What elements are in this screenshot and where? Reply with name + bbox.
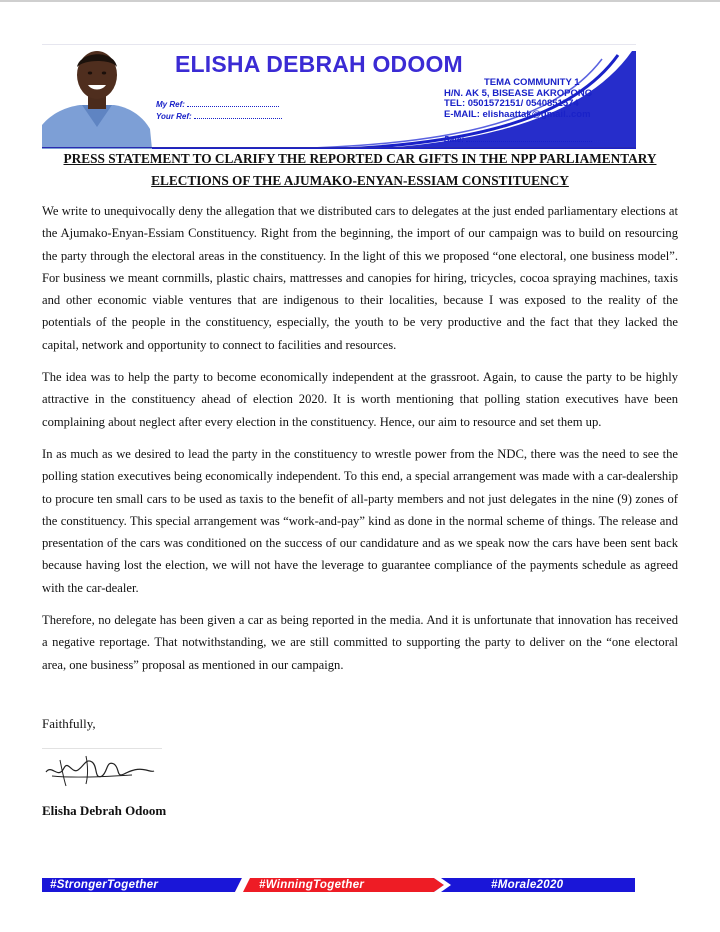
footer-tag-morale-2020: #Morale2020 xyxy=(491,879,564,891)
footer-tag-winning-together: #WinningTogether xyxy=(259,879,365,891)
date-line xyxy=(466,141,592,142)
your-ref xyxy=(156,112,282,121)
signature-rule xyxy=(42,748,162,749)
title-line-1: PRESS STATEMENT TO CLARIFY THE REPORTED CAR GIFTS IN THE NPP PARLIAMENTARY xyxy=(63,151,657,166)
signature xyxy=(42,750,157,790)
title-line-2: ELECTIONS OF THE AJUMAKO-ENYAN-ESSIAM CONSTITUENCY xyxy=(151,173,569,188)
address-block xyxy=(444,78,592,120)
my-ref-label: My Ref: xyxy=(156,100,185,109)
portrait-photo xyxy=(42,45,152,149)
date-field xyxy=(444,135,592,144)
letterhead-name: ELISHA DEBRAH ODOOM xyxy=(175,51,463,77)
address-line-2: H/N. AK 5, BISEASE AKROPONG xyxy=(444,87,593,99)
footer-tag-stronger-together: #StrongerTogether xyxy=(50,879,159,891)
your-ref-label: Your Ref: xyxy=(156,112,192,121)
paragraph-1: We write to unequivocally deny the allegation that we distributed cars to delegates at the just ended parliamentary elections at the Ajumako-Enyan-Essiam Constituency. Right from the beginning, the import of our campaign was to build on resourcing the party through the electoral areas in the constituency. In the light of this we proposed “one electoral, one business model”. For business we meant cornmills, plastic chairs, mattresses and canopies for hiring, tricycles, cocoa spraying machines, taxis and other economic viable ventures that are indigenous to their localities, because I was exposed to the reality of the potentials of the people in the constituency, especially, the youth to be very productive and the fact that they lacked the capital, network and opportunity to connect to facilities and resources. xyxy=(42,204,678,352)
signer-name: Elisha Debrah Odoom xyxy=(42,803,167,818)
paragraph-3: In as much as we desired to lead the party in the constituency to wrestle power from the NDC, there was the need to see the polling station executives being economically independent. To this end, a special arrangement was made with a car-dealership to procure ten small cars to be used as taxis to the benefit of all-party members and not just delegates in the nine (9) zones of the constituency. This special arrangement was “work-and-pay” kind as done in the normal scheme of things. The release and presentation of the cars was conditioned on the success of our candidature and as we speak now the cars have been sent back because having lost the election, we will not have the leverage to guarantee compliance of the payments schedule as agreed with the car-dealer. xyxy=(42,446,678,595)
paragraph-4: Therefore, no delegate has been given a car as being reported in the media. And it is unfortunate that innovation has received a negative reportage. That notwithstanding, we are still committed to supporting the party to deliver on the “one electoral area, one business” proposal as mentioned in our campaign. xyxy=(42,613,678,672)
phone-line: TEL: 0501572151/ 0540851574 xyxy=(444,98,579,109)
my-ref-line xyxy=(187,106,279,107)
letterhead xyxy=(42,44,636,149)
email-line: E-MAIL: elishaattak@gmail..com xyxy=(444,108,591,120)
your-ref-line xyxy=(194,118,282,119)
document-title xyxy=(42,148,678,192)
statement-body xyxy=(42,200,678,686)
my-ref xyxy=(156,100,279,109)
closing: Faithfully, xyxy=(42,716,96,731)
address-line-1: TEMA COMMUNITY 1 xyxy=(484,77,580,88)
footer-banner xyxy=(42,878,635,892)
date-label: Date: xyxy=(444,135,465,144)
paragraph-2: The idea was to help the party to become economically independent at the grassroot. Again, to cause the party to be highly attractive in the constituency ahead of election 2020. It is worth mentioning that polling station executives have been complaining about neglect after every election in the constituency. Hence, our aim to resource and set them up. xyxy=(42,370,678,429)
top-rule xyxy=(0,0,720,2)
